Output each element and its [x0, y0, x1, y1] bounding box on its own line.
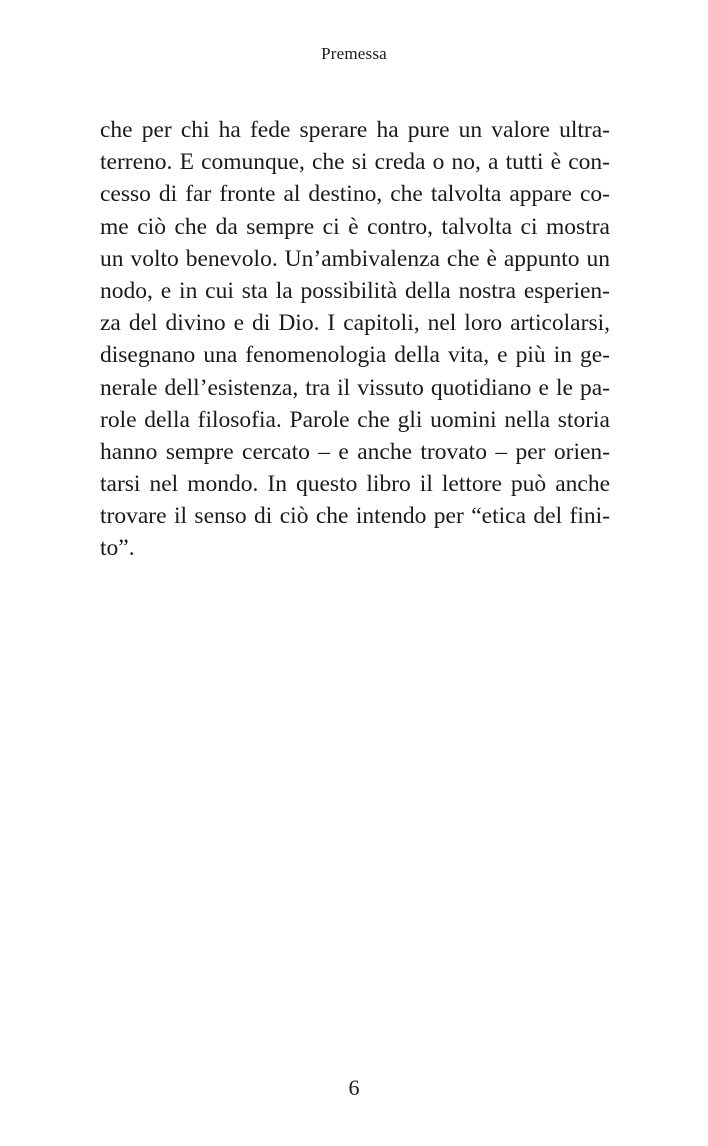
text-line: role della filosofia. Parole che gli uomini nella storia — [100, 406, 610, 433]
text-line: me ciò che da sempre ci è contro, talvolta ci mostra — [100, 213, 610, 240]
text-line: che per chi ha fede sperare ha pure un valore ultra- — [100, 117, 610, 143]
text-line: trovare il senso di ciò che intendo per “etica del fini- — [100, 503, 610, 530]
running-head: Premessa — [321, 44, 387, 63]
text-line: un volto benevolo. Un’ambivalenza che è appunto un — [100, 245, 610, 272]
text-line: cesso di far fronte al destino, che talvolta appare co- — [100, 181, 610, 208]
text-line: tarsi nel mondo. In questo libro il lettore può anche — [100, 471, 610, 498]
text-line: nerale dell’esistenza, tra il vissuto quotidiano e le pa- — [100, 374, 610, 401]
text-line: nodo, e in cui sta la possibilità della nostra esperien- — [100, 277, 610, 304]
text-line: terreno. E comunque, che si creda o no, a tutti è con- — [100, 149, 610, 176]
text-line: hanno sempre cercato – e anche trovato – per orien- — [100, 438, 610, 465]
text-line: to”. — [100, 535, 135, 562]
text-line: za del divino e di Dio. I capitoli, nel loro articolarsi, — [100, 310, 610, 337]
page-number: 6 — [348, 1075, 360, 1100]
body-paragraph — [100, 114, 610, 565]
text-line: disegnano una fenomenologia della vita, e più in ge- — [100, 342, 610, 369]
